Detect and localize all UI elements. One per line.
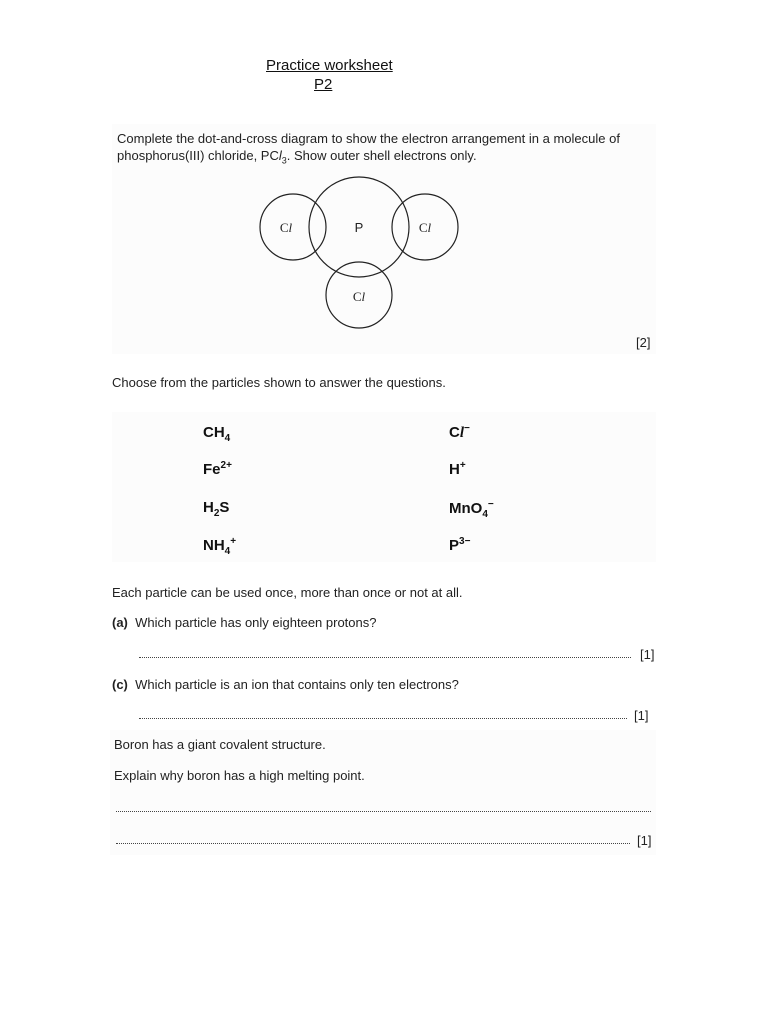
question-3-question: Explain why boron has a high melting point. bbox=[114, 768, 365, 783]
question-1-text-line1: Complete the dot-and-cross diagram to show the electron arrangement in a molecule of bbox=[117, 131, 620, 146]
chlorine-label-bottom: Cl bbox=[352, 289, 366, 304]
particle-h2s[interactable]: $H_2S$ bbox=[203, 499, 230, 519]
worksheet-title: Practice worksheet bbox=[266, 57, 393, 74]
phosphorus-label: P bbox=[354, 220, 364, 235]
question-2-intro: Choose from the particles shown to answer the questions. bbox=[112, 375, 446, 390]
question-3-marks: [1] bbox=[637, 833, 652, 848]
question-2c-marks: [1] bbox=[634, 708, 649, 723]
question-2a-text: Which particle has only eighteen protons? bbox=[135, 615, 377, 630]
particle-p3minus[interactable]: $P^{3-}$ bbox=[449, 536, 471, 554]
particle-mno4minus[interactable]: MnO$_4$− bbox=[449, 499, 494, 520]
particle-hplus[interactable]: H+ bbox=[449, 460, 466, 478]
particle-fe2plus[interactable]: $Fe^{2+}$ bbox=[203, 460, 232, 478]
answer-line-3-first[interactable] bbox=[116, 811, 651, 812]
question-2c-label: (c) bbox=[112, 677, 128, 692]
particle-chloride-ion[interactable]: Cl− bbox=[449, 423, 470, 441]
particle-ch4[interactable]: $CH_4$ bbox=[203, 424, 231, 444]
question-2c bbox=[112, 677, 459, 692]
question-2c-text: Which particle is an ion that contains only ten electrons? bbox=[135, 677, 459, 692]
answer-line-3-second[interactable] bbox=[116, 843, 630, 844]
chlorine-label-right: Cl bbox=[418, 220, 432, 235]
question-2a-marks: [1] bbox=[640, 647, 655, 662]
chlorine-label-left: Cl bbox=[279, 220, 293, 235]
particle-nh4plus[interactable]: $NH_4^+$ bbox=[203, 536, 237, 557]
question-1-marks: [2] bbox=[636, 335, 651, 350]
chlorine-shell-left[interactable] bbox=[260, 194, 326, 260]
chlorine-symbol: l bbox=[278, 148, 282, 163]
answer-line-2c[interactable] bbox=[139, 718, 627, 719]
question-2-note: Each particle can be used once, more than once or not at all. bbox=[112, 585, 463, 600]
answer-line-2a[interactable] bbox=[139, 657, 631, 658]
worksheet-subtitle: P2 bbox=[314, 76, 333, 93]
dot-cross-diagram[interactable] bbox=[250, 170, 470, 340]
question-1-text-line2: phosphorus(III) chloride, PCl$_3$. Show outer shell electrons only. bbox=[117, 148, 477, 166]
particles-panel bbox=[112, 412, 656, 562]
question-3-statement: Boron has a giant covalent structure. bbox=[114, 737, 326, 752]
question-2a bbox=[112, 615, 377, 630]
question-2a-label: (a) bbox=[112, 615, 128, 630]
